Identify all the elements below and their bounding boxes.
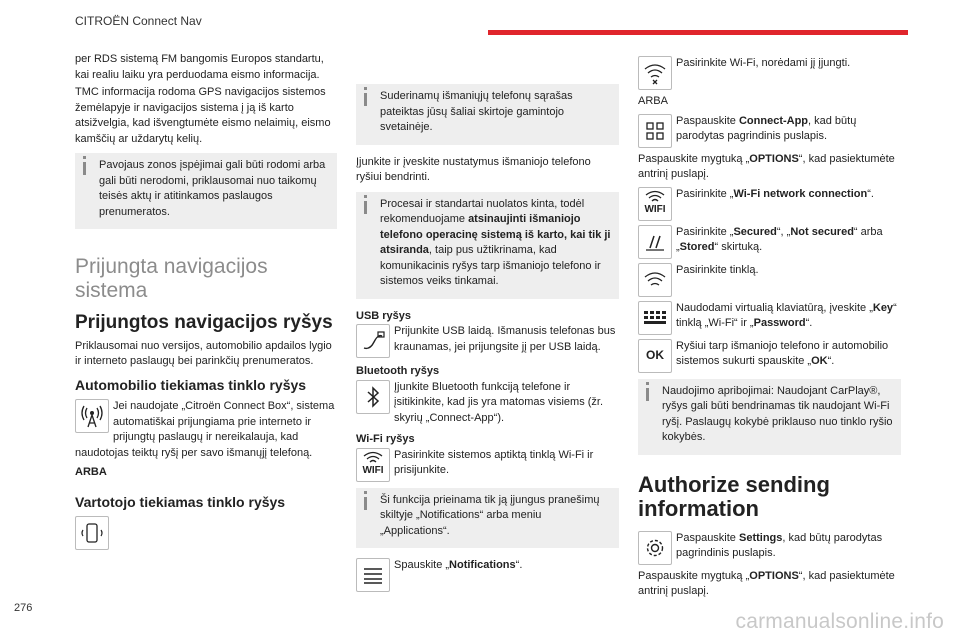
connection-text: Priklausomai nuo versijos, automobilio apdailos lygio ir interneto paslaugų bei parinkčių prenumeratos. [75, 339, 332, 367]
secured-text: Pasirinkite „Secured“, „Not secured“ arba „Stored“ skirtuką. [676, 225, 883, 253]
wifi-off-icon [638, 56, 672, 90]
wifi-icon: WIFI [638, 187, 672, 221]
notifications-text: Spauskite „Notifications“. [394, 559, 523, 571]
usb-text: Prijunkite USB laidą. Išmanusis telefonas bus kraunamas, jei prijungsite jį per USB laidą. [394, 325, 616, 353]
info-note [638, 379, 901, 455]
page-number: 276 [14, 602, 33, 614]
wifi-label: Wi-Fi ryšys [356, 433, 415, 445]
choose-network-text: Pasirinkite tinklą. [676, 263, 759, 276]
heading-connection: Prijungtos navigacijos ryšys [75, 312, 333, 333]
share-text: Įjunkite ir įveskite nustatymus išmaniojo telefono ryšiui bendrinti. [356, 155, 591, 183]
wifi-network-row [638, 187, 901, 221]
notifications-row [356, 558, 619, 592]
note-text: Naudojimo apribojimai: Naudojant CarPlay®, ryšys gali būti bendrinamas tik naudojant Wi-Fi ryšį. Paslaugų kokybė priklauso nuo tinklo ryšio kokybės. [662, 384, 893, 443]
connect-app-text: Paspauskite Connect-App, kad būtų parodytas pagrindinis puslapis. [676, 114, 857, 142]
settings-row [638, 531, 901, 565]
info-note [356, 84, 619, 145]
keyboard-icon [638, 301, 672, 335]
header-accent-bar [488, 30, 908, 35]
note-text: Pavojaus zonos įspėjimai gali būti rodomi arba gali būti nerodomi, priklausomai nuo taikomų teisės aktų ir atitinkamos paslaugos prenumeratos. [99, 159, 326, 218]
or-label: ARBA [75, 466, 107, 478]
running-header: CITROËN Connect Nav [75, 14, 202, 28]
wifi-icon: WIFI [356, 448, 390, 482]
settings-gear-icon [638, 531, 672, 565]
watermark: carmanualsonline.info [735, 610, 944, 633]
bluetooth-row [356, 380, 619, 427]
options2-text: Paspauskite mygtuką „OPTIONS“, kad pasiektumėte antrinį puslapį. [638, 569, 895, 597]
info-note [356, 192, 619, 299]
keyboard-row [638, 301, 901, 335]
usb-row [356, 324, 619, 358]
smartphone-icon [75, 516, 109, 550]
intro-text: per RDS sistemą FM bangomis Europos standartu, kai realiu laiku yra perduodama eismo informacija. [75, 53, 324, 81]
connect-app-row [638, 114, 901, 148]
choose-network-row [638, 263, 901, 297]
ok-row [638, 339, 901, 373]
column-1 [75, 52, 337, 554]
apps-grid-icon [638, 114, 672, 148]
list-icon [356, 558, 390, 592]
slashes-icon [638, 225, 672, 259]
ok-text: Ryšiui tarp išmaniojo telefono ir automobilio sistemos sukurti spauskite „OK“. [676, 339, 889, 367]
tmc-text: TMC informacija rodoma GPS navigacijos sistemos žemėlapyje ir navigacijos sistema į ją iš karto atsižvelgia, kad išvengtumėte eismo nelaimių, eismo kamščių ar uždarytų kelių. [75, 86, 331, 145]
wifi-text: Pasirinkite sistemos aptiktą tinklą Wi-Fi ir prisijunkite. [394, 448, 594, 476]
secured-row [638, 225, 901, 259]
bluetooth-icon [356, 380, 390, 414]
wifi-network-text: Pasirinkite „Wi-Fi network connection“. [676, 187, 874, 200]
bluetooth-label: Bluetooth ryšys [356, 365, 440, 377]
info-icon [83, 162, 86, 175]
wifi-enable-text: Pasirinkite Wi-Fi, norėdami jį įjungti. [676, 57, 851, 69]
info-icon [364, 201, 367, 214]
bluetooth-text: Įjunkite Bluetooth funkciją telefone ir įsitikinkite, kad jis yra matomas visiems (žr. skyrių „Connect-App“). [394, 380, 604, 424]
column-2 [356, 52, 619, 596]
options-text: Paspauskite mygtuką „OPTIONS“, kad pasiektumėte antrinį puslapį. [638, 152, 895, 180]
section-title: Prijungta navigacijos sistema [75, 255, 268, 302]
ok-button-icon: OK [638, 339, 672, 373]
info-icon [364, 497, 367, 510]
user-network-row [75, 516, 337, 550]
info-icon [646, 388, 649, 401]
vehicle-network-text: Jei naudojate „Citroën Connect Box“, sistema automatiškai prijungiama prie interneto ir prijungtų paslaugų ir nereikalauja, kad naudotojas teiktų ryšį per savo išmanųjį telefoną. [75, 400, 335, 459]
note-text: Procesai ir standartai nuolatos kinta, todėl rekomenduojame atsinaujinti išmaniojo telefono operacinę sistemą iš karto, kai tik ji atsiranda, taip pus užtikrinama, kad komunikacinis ryšys tarp išmaniojo telefono ir sistemos veiks tinkamai. [380, 197, 611, 287]
antenna-icon [75, 399, 109, 433]
settings-text: Paspauskite Settings, kad būtų parodytas pagrindinis puslapis. [676, 531, 883, 559]
wifi-signal-icon [638, 263, 672, 297]
heading-user-network: Vartotojo tiekiamas tinklo ryšys [75, 493, 286, 510]
info-note [356, 488, 619, 549]
column-3 [638, 52, 901, 602]
heading-vehicle-network: Automobilio tiekiamas tinklo ryšys [75, 376, 307, 393]
wifi-enable-row [638, 56, 901, 90]
vehicle-network-row [75, 399, 337, 461]
or-label: ARBA [638, 95, 668, 107]
usb-cable-icon [356, 324, 390, 358]
keyboard-text: Naudodami virtualią klaviatūrą, įveskite „Key“ tinklą „Wi-Fi“ ir „Password“. [676, 301, 897, 329]
heading-authorize: Authorize sending information [638, 471, 830, 521]
info-icon [364, 93, 367, 106]
note-text: Ši funkcija prieinama tik ją įjungus pranešimų skiltyje „Notifications“ arba meniu „Applications“. [380, 493, 600, 537]
note-text: Suderinamų išmaniųjų telefonų sąrašas pateiktas jūsų šaliai skirtoje gamintojo svetainėje. [380, 90, 573, 133]
usb-label: USB ryšys [356, 309, 412, 322]
info-note [75, 153, 337, 229]
wifi-row [356, 448, 619, 482]
